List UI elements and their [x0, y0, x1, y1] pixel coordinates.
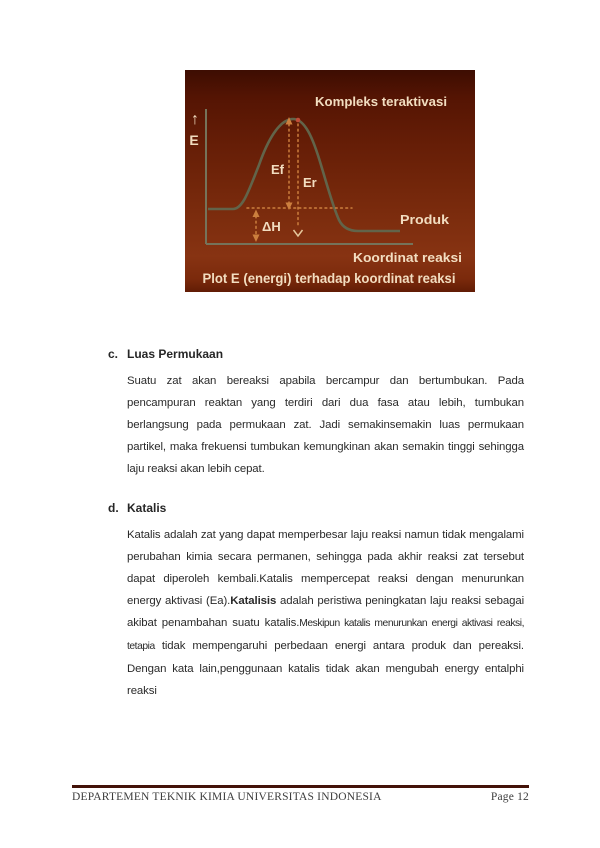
product-label: Produk [400, 212, 450, 227]
section-luas-permukaan [108, 347, 526, 480]
section-title: Katalis [127, 501, 167, 515]
er-arrow [294, 118, 303, 236]
section-heading [108, 347, 526, 362]
energy-diagram-figure [185, 70, 475, 292]
energy-diagram-canvas [185, 70, 475, 292]
ef-arrow [286, 117, 293, 210]
activated-complex-label: Kompleks teraktivasi [315, 94, 447, 109]
section-paragraph: Suatu zat akan bereaksi apabila bercampur dan bertumbukan. Pada pencampuran reaktan yang terdiri dari dua fasa atau lebih, tumbukan berlangsung pada permukaan zat. Jadi semakinsemakin luas permukaan partikel, maka frekuensi tumbukan kemungkinan akan semakin tinggi sehingga laju reaksi akan lebih cepat. [127, 375, 524, 475]
section-title: Luas Permukaan [127, 347, 224, 361]
figure-caption: Plot E (energi) terhadap koordinat reaksi [202, 271, 456, 286]
list-marker: d. [108, 501, 119, 515]
section-katalis [108, 501, 526, 702]
y-axis-up-arrow-icon: ↑ [191, 111, 199, 128]
delta-h-arrow [253, 210, 260, 243]
footer-department-text: DEPARTEMEN TEKNIK KIMIA UNIVERSITAS INDONESIA [72, 791, 382, 803]
section-paragraph: Katalis adalah zat yang dapat memperbesar laju reaksi namun tidak mengalami perubahan kimia secara permanen, sehingga pada akhir reaksi zat tersebut dapat diperoleh kembali.Katalis mempercepat reaksi dengan menurunkan energy aktivasi (Ea).Katalisis adalah peristiwa peningkatan laju reaksi sebagai akibat penambahan suatu katalis.Meskipun katalis menurunkan energi aktivasi reaksi, tetapia tidak mempengaruhi perbedaan energi antara produk dan pereaksi. Dengan kata lain,penggunaan katalis tidak akan mengubah energy entalphi reaksi [127, 529, 525, 697]
x-axis-label: Koordinat reaksi [353, 250, 462, 265]
ef-label: Ef [271, 162, 284, 177]
footer-page-number: Page 12 [490, 791, 529, 803]
delta-h-label: ΔH [262, 219, 281, 234]
y-axis-label: E [189, 132, 199, 148]
list-marker: c. [108, 347, 119, 361]
footer-rule [72, 785, 529, 788]
section-heading [108, 501, 526, 516]
er-label: Er [303, 175, 317, 190]
page-footer [72, 791, 529, 803]
